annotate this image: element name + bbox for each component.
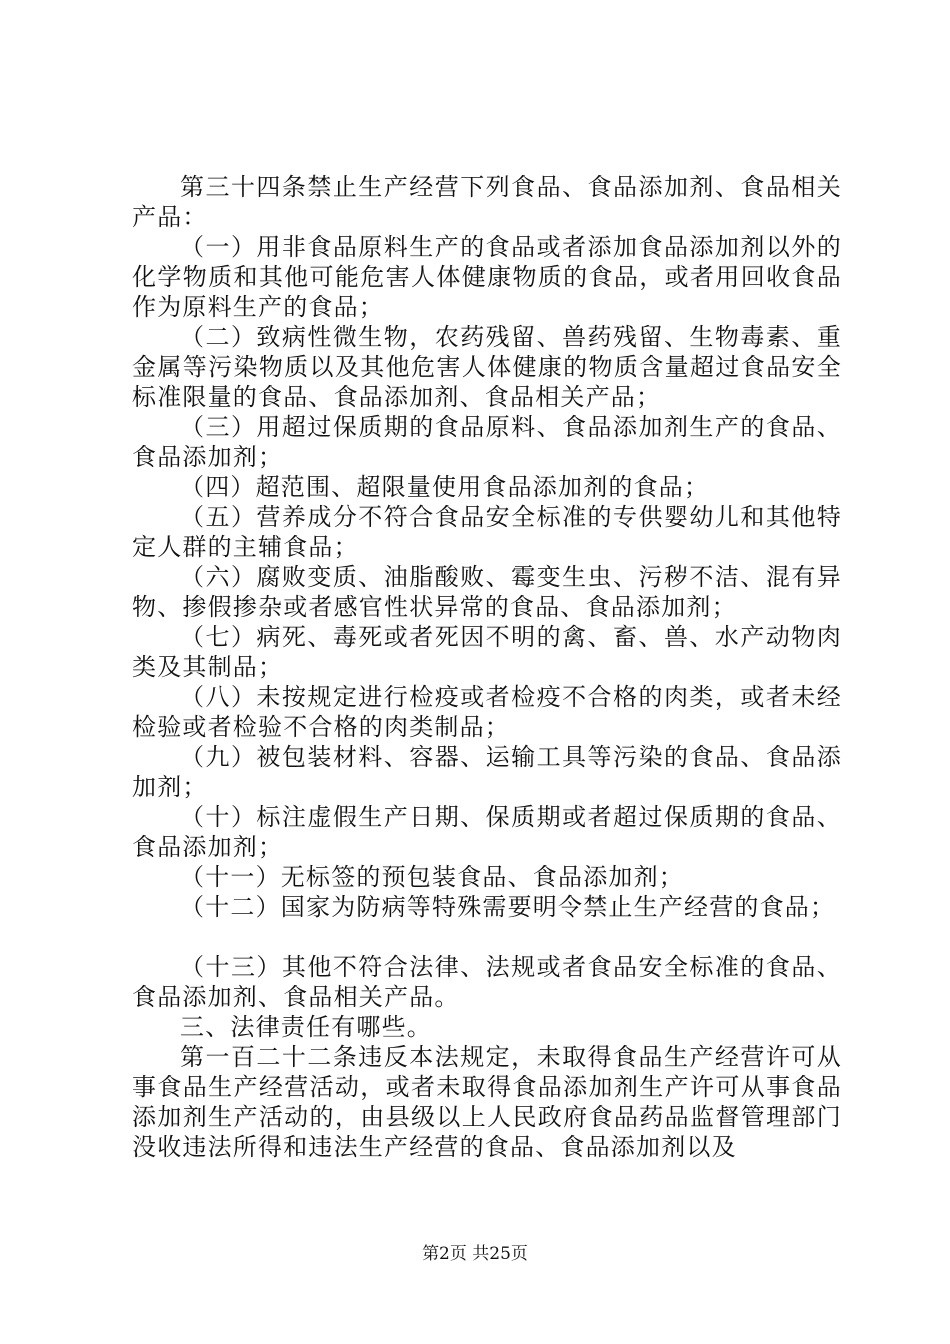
- paragraph-item-6: （六）腐败变质、油脂酸败、霉变生虫、污秽不洁、混有异物、掺假掺杂或者感官性状异常的食品、食品添加剂；: [132, 563, 842, 621]
- paragraph-item-12: （十二）国家为防病等特殊需要明令禁止生产经营的食品；: [180, 893, 836, 921]
- paragraph-item-5: （五）营养成分不符合食品安全标准的专供婴幼儿和其他特定人群的主辅食品；: [132, 503, 842, 561]
- paragraph-item-8: （八）未按规定进行检疫或者检疫不合格的肉类，或者未经检验或者检验不合格的肉类制品；: [132, 683, 842, 741]
- paragraph-item-11: （十一）无标签的预包装食品、食品添加剂；: [180, 863, 684, 891]
- paragraph-item-10: （十）标注虚假生产日期、保质期或者超过保质期的食品、食品添加剂；: [132, 803, 842, 861]
- paragraph-item-3: （三）用超过保质期的食品原料、食品添加剂生产的食品、食品添加剂；: [132, 413, 842, 471]
- paragraph-item-4: （四）超范围、超限量使用食品添加剂的食品；: [180, 473, 710, 501]
- paragraph-item-2: （二）致病性微生物，农药残留、兽药残留、生物毒素、重金属等污染物质以及其他危害人体健康的物质含量超过食品安全标准限量的食品、食品添加剂、食品相关产品；: [132, 323, 842, 411]
- section-heading-legal-liability: 三、法律责任有哪些。: [180, 1013, 432, 1041]
- paragraph-item-9: （九）被包装材料、容器、运输工具等污染的食品、食品添加剂；: [132, 743, 842, 801]
- paragraph-item-1: （一）用非食品原料生产的食品或者添加食品添加剂以外的化学物质和其他可能危害人体健康物质的食品，或者用回收食品作为原料生产的食品；: [132, 233, 842, 321]
- document-body: [132, 172, 842, 1162]
- paragraph-item-13: （十三）其他不符合法律、法规或者食品安全标准的食品、食品添加剂、食品相关产品。: [132, 953, 842, 1011]
- paragraph-item-7: （七）病死、毒死或者死因不明的禽、畜、兽、水产动物肉类及其制品；: [132, 623, 842, 681]
- page-number-footer: 第2页 共25页: [422, 1244, 528, 1264]
- paragraph-article-122: 第一百二十二条违反本法规定，未取得食品生产经营许可从事食品生产经营活动，或者未取得食品添加剂生产许可从事食品添加剂生产活动的，由县级以上人民政府食品药品监督管理部门没收违法所得和违法生产经营的食品、食品添加剂以及: [132, 1043, 842, 1161]
- paragraph-article-34: 第三十四条禁止生产经营下列食品、食品添加剂、食品相关产品：: [132, 173, 842, 231]
